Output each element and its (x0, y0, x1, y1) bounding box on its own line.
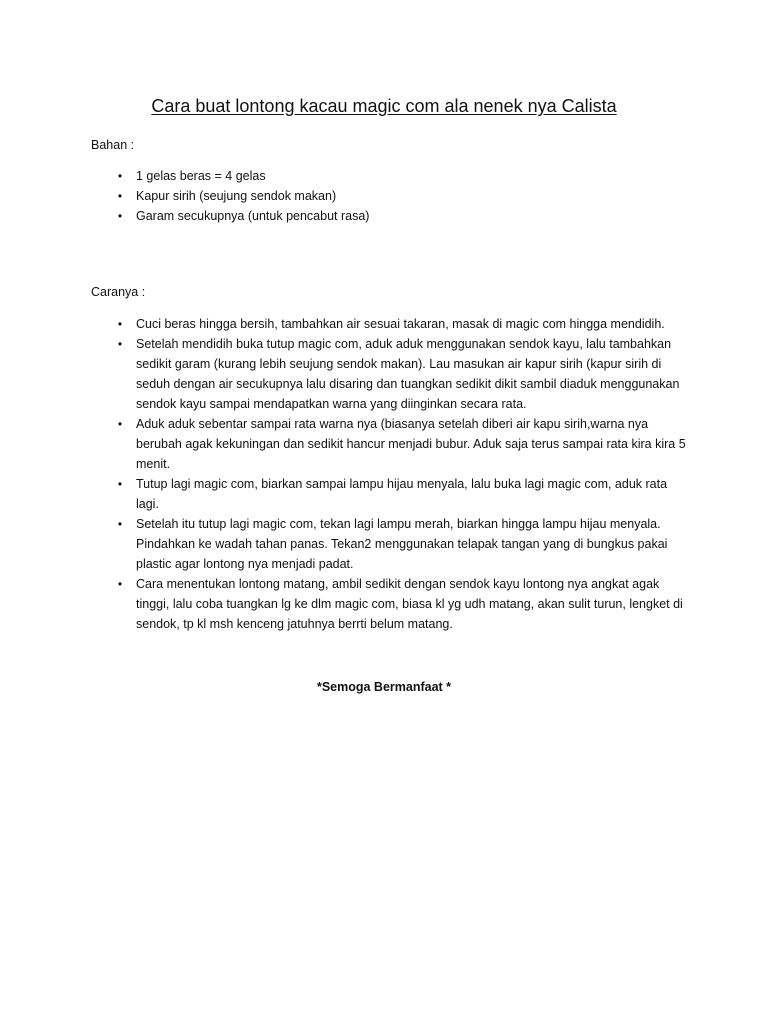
closing-text: *Semoga Bermanfaat * (316, 680, 452, 694)
bullet-icon: • (117, 417, 123, 431)
bahan-item-text: 1 gelas beras = 4 gelas (136, 169, 266, 183)
bullet-icon: • (117, 189, 123, 203)
list-item (91, 206, 691, 226)
bullet-icon: • (117, 337, 123, 351)
bahan-list (91, 166, 691, 226)
list-item (91, 514, 691, 574)
list-item (91, 474, 691, 514)
list-item (91, 186, 691, 206)
bullet-icon: • (117, 517, 123, 531)
caranya-step-text: Cuci beras hingga bersih, tambahkan air sesuai takaran, masak di magic com hingga mendidih. (136, 317, 665, 331)
list-item (91, 314, 691, 334)
bullet-icon: • (117, 577, 123, 591)
list-item (91, 574, 691, 634)
list-item (91, 166, 691, 186)
caranya-step-text: Tutup lagi magic com, biarkan sampai lampu hijau menyala, lalu buka lagi magic com, aduk rata lagi. (136, 477, 668, 511)
caranya-step-text: Cara menentukan lontong matang, ambil sedikit dengan sendok kayu lontong nya angkat agak tinggi, lalu coba tuangkan lg ke dlm magic com, biasa kl yg udh matang, akan sulit turun, lengket di sendok, tp kl msh kenceng jatuhnya berrti belum matang. (136, 577, 683, 631)
caranya-heading: Caranya : (91, 285, 146, 299)
bullet-icon: • (117, 209, 123, 223)
document-title: Cara buat lontong kacau magic com ala nenek nya Calista (151, 96, 617, 116)
bahan-item-text: Kapur sirih (seujung sendok makan) (136, 189, 337, 203)
caranya-list (91, 314, 691, 634)
bullet-icon: • (117, 317, 123, 331)
list-item (91, 334, 691, 414)
bullet-icon: • (117, 169, 123, 183)
caranya-step-text: Setelah mendidih buka tutup magic com, aduk aduk menggunakan sendok kayu, lalu tambahkan sedikit garam (kurang lebih seujung sendok makan). Lau masukan air kapur sirih (kapur sirih di seduh dengan air secukupnya lalu disaring dan tuangkan sedikit dikit sambil diaduk menggunakan sendok kayu sampai mendapatkan warna yang diinginkan secara rata. (136, 337, 680, 411)
bahan-item-text: Garam secukupnya (untuk pencabut rasa) (136, 209, 370, 223)
bullet-icon: • (117, 477, 123, 491)
caranya-step-text: Aduk aduk sebentar sampai rata warna nya (biasanya setelah diberi air kapu sirih,warna nya berubah agak kekuningan dan sedikit hancur menjadi bubur. Aduk saja terus sampai rata kira kira 5 menit. (136, 417, 686, 471)
bahan-heading: Bahan : (91, 138, 135, 152)
list-item (91, 414, 691, 474)
caranya-step-text: Setelah itu tutup lagi magic com, tekan lagi lampu merah, biarkan hingga lampu hijau menyala. Pindahkan ke wadah tahan panas. Tekan2 menggunakan telapak tangan yang di bungkus pakai plastic agar lontong nya menjadi padat. (136, 517, 668, 571)
